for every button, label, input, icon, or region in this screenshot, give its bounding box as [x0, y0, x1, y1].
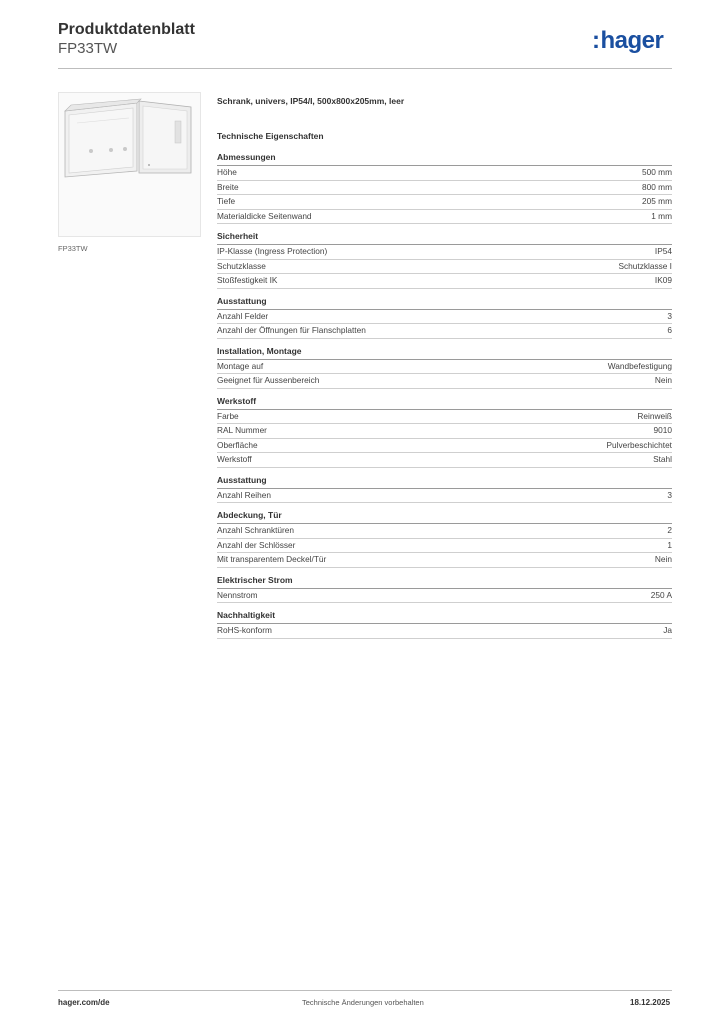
spec-row [217, 210, 672, 225]
section-title: Installation, Montage [217, 346, 672, 360]
spec-section [217, 510, 672, 568]
spec-label: Anzahl der Öffnungen für Flanschplatten [217, 325, 366, 335]
spec-row [217, 360, 672, 375]
spec-row [217, 181, 672, 196]
spec-row [217, 524, 672, 539]
spec-label: Geeignet für Aussenbereich [217, 375, 320, 385]
spec-label: Materialdicke Seitenwand [217, 210, 312, 221]
spec-row [217, 195, 672, 210]
spec-row [217, 589, 672, 604]
section-title: Ausstattung [217, 475, 672, 489]
spec-row [217, 539, 672, 554]
spec-row [217, 410, 672, 425]
spec-sections [217, 152, 672, 639]
spec-row [217, 310, 672, 325]
spec-value: 500 mm [642, 167, 672, 177]
spec-value: 6 [667, 325, 672, 335]
section-title: Werkstoff [217, 396, 672, 410]
spec-row [217, 374, 672, 389]
spec-row [217, 489, 672, 504]
section-title: Sicherheit [217, 231, 672, 245]
product-code: FP33TW [58, 40, 118, 57]
spec-row [217, 245, 672, 260]
spec-label: Stoßfestigkeit IK [217, 275, 278, 285]
spec-row [217, 553, 672, 568]
logo-text: hager [600, 27, 664, 54]
footer-divider [58, 990, 672, 991]
spec-content [217, 95, 672, 646]
spec-section [217, 475, 672, 504]
cabinet-illustration [59, 93, 200, 236]
spec-label: Breite [217, 181, 239, 192]
spec-section [217, 296, 672, 339]
spec-label: Anzahl Felder [217, 310, 269, 321]
section-title: Nachhaltigkeit [217, 610, 672, 624]
spec-row [217, 260, 672, 275]
spec-row [217, 274, 672, 289]
spec-label: Werkstoff [217, 454, 252, 464]
spec-label: RoHS-konform [217, 625, 272, 635]
spec-value: 1 mm [651, 210, 672, 221]
footer-note: Technische Änderungen vorbehalten [302, 998, 424, 1007]
spec-label: Mit transparentem Deckel/Tür [217, 554, 327, 564]
spec-value: 2 [667, 525, 672, 535]
spec-value: 800 mm [642, 181, 672, 192]
spec-label: RAL Nummer [217, 425, 267, 435]
spec-label: Anzahl der Schlösser [217, 539, 296, 550]
spec-label: Anzahl Reihen [217, 489, 271, 500]
spec-value: Schutzklasse I [618, 260, 672, 271]
spec-value: Pulverbeschichtet [606, 439, 672, 450]
spec-section [217, 396, 672, 468]
footer-date: 18.12.2025 [630, 998, 671, 1007]
spec-label: Anzahl Schranktüren [217, 525, 295, 535]
spec-value: IK09 [654, 275, 672, 285]
spec-label: Schutzklasse [217, 260, 266, 271]
page-title: Produktdatenblatt [58, 21, 195, 38]
spec-value: 250 A [650, 589, 672, 600]
spec-value: 1 [667, 539, 672, 550]
spec-label: Nennstrom [217, 589, 258, 600]
spec-section [217, 575, 672, 604]
spec-value: Stahl [653, 454, 672, 464]
section-title: Ausstattung [217, 296, 672, 310]
tech-properties-heading: Technische Eigenschaften [217, 131, 324, 141]
spec-section [217, 610, 672, 639]
image-caption: FP33TW [58, 244, 88, 253]
spec-section [217, 231, 672, 289]
spec-value: 205 mm [642, 196, 672, 206]
spec-value: 3 [667, 310, 672, 321]
spec-section [217, 152, 672, 224]
spec-label: IP-Klasse (Ingress Protection) [217, 246, 328, 256]
product-description: Schrank, univers, IP54/I, 500x800x205mm, leer [217, 96, 405, 106]
section-title: Abdeckung, Tür [217, 510, 672, 524]
spec-row [217, 439, 672, 454]
spec-value: 9010 [653, 425, 672, 435]
footer-website: hager.com/de [58, 998, 110, 1007]
spec-label: Montage auf [217, 360, 264, 371]
header-divider [58, 68, 672, 69]
hager-logo: :hager [592, 27, 664, 54]
spec-row [217, 166, 672, 181]
spec-value: IP54 [654, 246, 672, 256]
spec-value: Nein [654, 375, 672, 385]
spec-section [217, 346, 672, 389]
spec-label: Höhe [217, 167, 237, 177]
spec-value: Wandbefestigung [607, 360, 672, 371]
spec-row [217, 624, 672, 639]
spec-value: Reinweiß [637, 410, 672, 421]
section-title: Elektrischer Strom [217, 575, 672, 589]
spec-label: Oberfläche [217, 439, 258, 450]
spec-row [217, 453, 672, 468]
spec-value: Nein [654, 554, 672, 564]
product-image [58, 92, 201, 237]
section-title: Abmessungen [217, 152, 672, 166]
spec-value: Ja [663, 625, 672, 635]
spec-row [217, 424, 672, 439]
spec-value: 3 [667, 489, 672, 500]
spec-row [217, 324, 672, 339]
spec-label: Farbe [217, 410, 239, 421]
spec-label: Tiefe [217, 196, 236, 206]
